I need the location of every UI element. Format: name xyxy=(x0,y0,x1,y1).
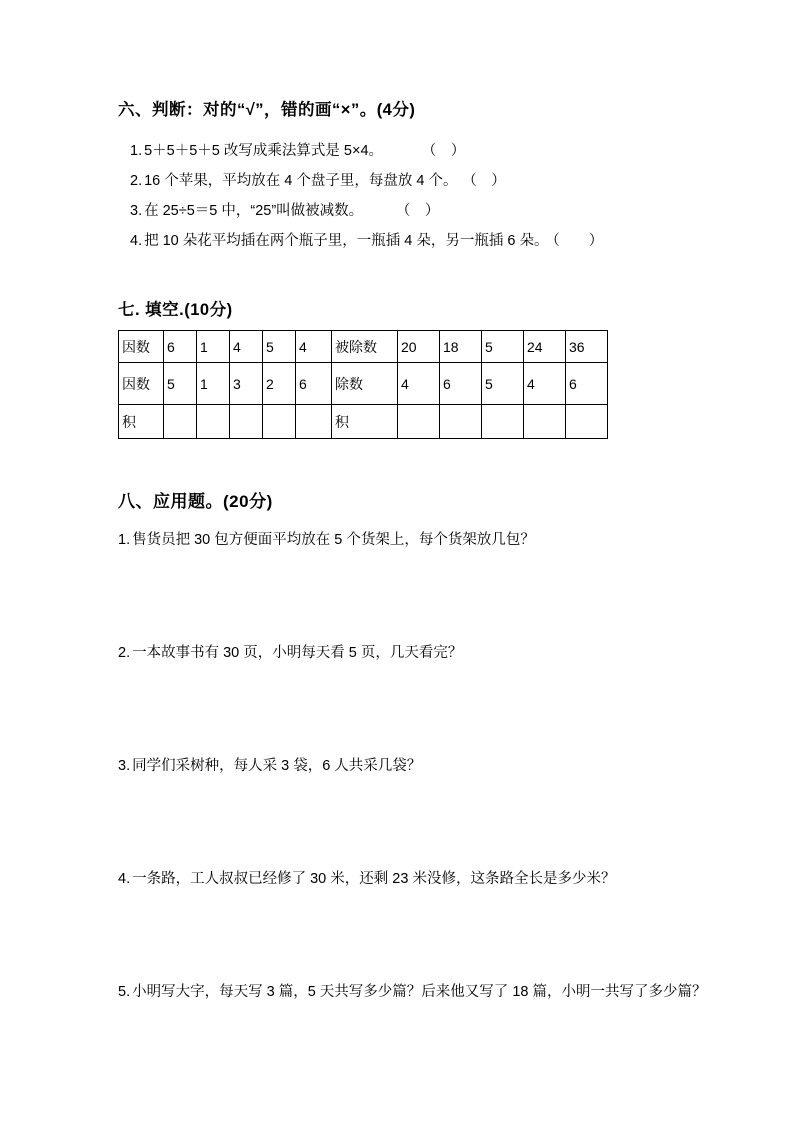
section7-title: 七. 填空.(10分) xyxy=(118,301,233,319)
row-label: 因数 xyxy=(119,363,164,405)
item-number: 4. xyxy=(118,871,131,887)
table-cell: 20 xyxy=(398,331,440,363)
application-item-1 xyxy=(118,530,723,551)
table-cell: 6 xyxy=(296,363,332,405)
table-cell: 4 xyxy=(296,331,332,363)
judge-item-1 xyxy=(130,136,723,166)
application-item-3 xyxy=(118,756,723,777)
application-text: 小明写大字，每天写 3 篇，5 天共写多少篇？后来他又写了 18 篇，小明一共写了多少篇？ xyxy=(132,984,707,1000)
answer-cell xyxy=(566,405,608,439)
table-cell: 2 xyxy=(263,363,296,405)
table-cell: 6 xyxy=(566,363,608,405)
judge-text: 16 个苹果，平均放在 4 个盘子里，每盘放 4 个。 xyxy=(144,173,458,189)
item-number: 5. xyxy=(118,984,131,1000)
table-cell: 5 xyxy=(482,331,524,363)
application-item-2 xyxy=(118,643,723,664)
section6-title: 六、判断：对的“√”，错的画“×”。(4分) xyxy=(118,101,416,119)
answer-cell xyxy=(524,405,566,439)
application-item-4 xyxy=(118,869,723,890)
answer-bracket: （ ） xyxy=(552,233,604,249)
item-number: 2. xyxy=(118,645,131,661)
section8-title: 八、应用题。(20分) xyxy=(118,492,273,511)
item-number: 2. xyxy=(130,173,143,189)
judge-text: 把 10 朵花平均插在两个瓶子里，一瓶插 4 朵，另一瓶插 6 朵。 xyxy=(144,233,549,249)
answer-cell xyxy=(440,405,482,439)
table-cell: 5 xyxy=(164,363,197,405)
answer-cell xyxy=(197,405,230,439)
table-cell: 1 xyxy=(197,331,230,363)
table-cell: 5 xyxy=(482,363,524,405)
application-text: 同学们采树种，每人采 3 袋，6 人共采几袋？ xyxy=(132,758,422,774)
section-fill xyxy=(118,296,723,439)
row-label: 被除数 xyxy=(332,331,398,363)
application-text: 一条路，工人叔叔已经修了 30 米，还剩 23 米没修，这条路全长是多少米？ xyxy=(132,871,616,887)
item-number: 1. xyxy=(118,532,131,548)
row-label: 积 xyxy=(332,405,398,439)
table-cell: 3 xyxy=(230,363,263,405)
answer-bracket: （ ） xyxy=(403,203,440,219)
table-cell: 36 xyxy=(566,331,608,363)
judge-item-2 xyxy=(130,166,723,196)
item-number: 3. xyxy=(130,203,143,219)
table-cell: 5 xyxy=(263,331,296,363)
judge-item-3 xyxy=(130,196,723,226)
row-label: 因数 xyxy=(119,331,164,363)
row-label: 除数 xyxy=(332,363,398,405)
judge-text: 在 25÷5＝5 中，“25”叫做被减数。 xyxy=(144,203,364,219)
application-list xyxy=(118,530,723,1003)
table-cell: 1 xyxy=(197,363,230,405)
fill-table xyxy=(118,330,608,439)
application-text: 售货员把 30 包方便面平均放在 5 个货架上，每个货架放几包？ xyxy=(132,532,535,548)
application-text: 一本故事书有 30 页，小明每天看 5 页，几天看完？ xyxy=(132,645,463,661)
answer-cell xyxy=(398,405,440,439)
answer-cell xyxy=(296,405,332,439)
item-number: 3. xyxy=(118,758,131,774)
table-cell: 24 xyxy=(524,331,566,363)
table-cell: 4 xyxy=(398,363,440,405)
table-cell: 4 xyxy=(524,363,566,405)
item-number: 1. xyxy=(130,143,143,159)
table-row xyxy=(119,331,608,363)
answer-cell xyxy=(230,405,263,439)
answer-cell xyxy=(482,405,524,439)
judge-list xyxy=(118,136,723,256)
table-cell: 4 xyxy=(230,331,263,363)
judge-text: 5＋5＋5＋5 改写成乘法算式是 5×4。 xyxy=(144,143,384,159)
item-number: 4. xyxy=(130,233,143,249)
table-cell: 18 xyxy=(440,331,482,363)
row-label: 积 xyxy=(119,405,164,439)
section-application xyxy=(118,487,723,1003)
answer-bracket: （ ） xyxy=(469,173,506,189)
answer-cell xyxy=(263,405,296,439)
answer-bracket: （ ） xyxy=(429,143,466,159)
judge-item-4 xyxy=(130,226,723,256)
table-cell: 6 xyxy=(440,363,482,405)
application-item-5 xyxy=(118,982,723,1003)
table-row xyxy=(119,363,608,405)
answer-cell xyxy=(164,405,197,439)
table-row xyxy=(119,405,608,439)
table-cell: 6 xyxy=(164,331,197,363)
section-judge xyxy=(118,96,723,256)
